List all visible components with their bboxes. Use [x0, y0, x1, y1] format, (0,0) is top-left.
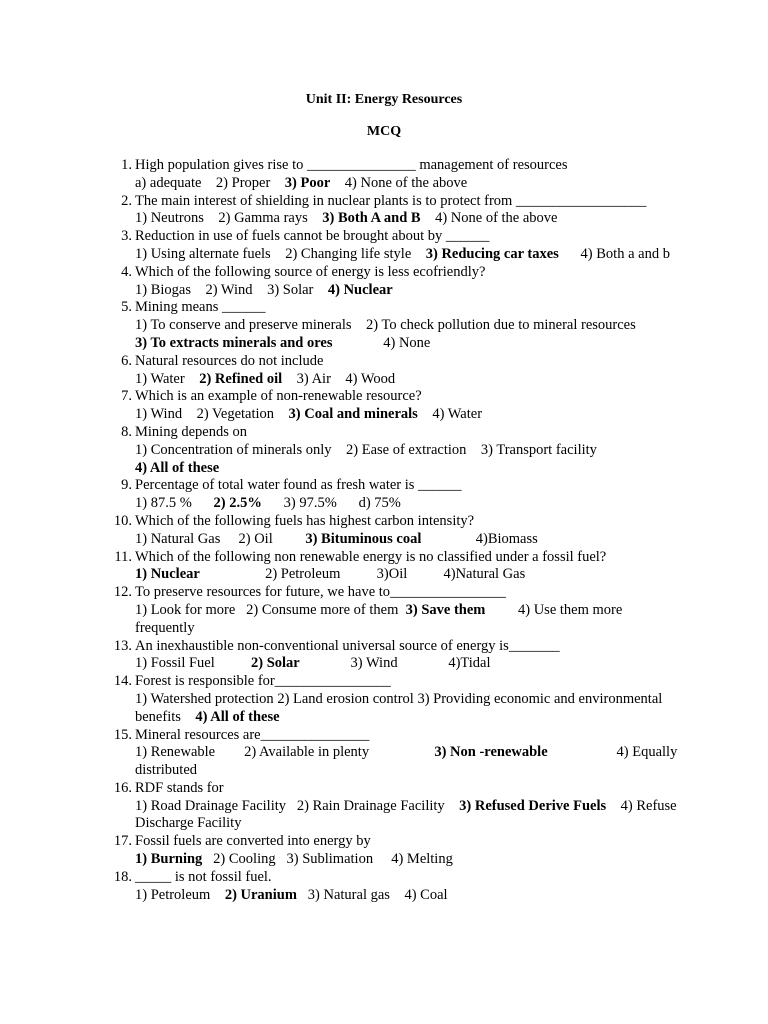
question-item: [110, 353, 685, 389]
option-row: [135, 460, 685, 478]
question-item: [110, 833, 685, 869]
option: 2) Proper: [215, 174, 271, 191]
option-row: [135, 691, 685, 727]
option-row: [135, 851, 685, 869]
option: 3)Oil: [376, 566, 408, 583]
option: 2) Oil: [238, 530, 273, 547]
question-number: 10.: [113, 512, 132, 529]
option: 1) Petroleum: [135, 886, 211, 903]
question-text: Forest is responsible for________________: [135, 673, 391, 690]
correct-option: 3) Coal and minerals: [288, 406, 418, 423]
correct-option: 3) Reducing car taxes: [425, 245, 559, 262]
option: 1) Natural Gas: [135, 530, 221, 547]
question-item: [110, 869, 685, 905]
question-text: The main interest of shielding in nuclear plants is to protect from __________________: [135, 192, 647, 209]
question-item: [110, 264, 685, 300]
option: 1) Look for more: [135, 601, 236, 618]
option: 2) Cooling: [213, 851, 276, 868]
correct-option: 2) Refined oil: [199, 370, 283, 387]
correct-option: 1) Burning: [135, 851, 203, 868]
question-item: [110, 388, 685, 424]
question-text: Mineral resources are_______________: [135, 726, 370, 743]
option-row: [135, 655, 685, 673]
correct-option: 4) Nuclear: [327, 281, 393, 298]
option: 1) Using alternate fuels: [135, 245, 271, 262]
option: 4) Equally distributed: [135, 744, 678, 779]
question-number: 11.: [114, 548, 132, 565]
option: 3) Wind: [350, 655, 398, 672]
correct-option: 2) Uranium: [224, 886, 297, 903]
option: 1) 87.5 %: [135, 495, 192, 512]
option-row: [135, 335, 685, 353]
question-text: Fossil fuels are converted into energy by: [135, 833, 371, 850]
option: 2) Ease of extraction: [346, 441, 467, 458]
option-row: [135, 566, 685, 584]
question-item: [110, 228, 685, 264]
question-number: 15.: [113, 726, 132, 743]
option: 1) Wind: [135, 406, 183, 423]
question-list: [110, 157, 685, 904]
option: 1) Biogas: [135, 281, 191, 298]
correct-option: 3) Save them: [405, 601, 486, 618]
option-row: [135, 317, 685, 335]
question-item: [110, 727, 685, 780]
option: 1) Neutrons: [135, 210, 204, 227]
option: 4) None of the above: [435, 210, 558, 227]
question-item: [110, 299, 685, 352]
question-number: 8.: [121, 423, 132, 440]
option-row: [135, 744, 685, 780]
option: 4) Melting: [391, 851, 453, 868]
question-number: 14.: [113, 673, 132, 690]
option: 1) Fossil Fuel: [135, 655, 215, 672]
question-number: 2.: [121, 192, 132, 209]
option: 1) Water: [135, 370, 185, 387]
correct-option: 3) Poor: [284, 174, 331, 191]
section-subtitle: MCQ: [366, 124, 402, 139]
question-item: [110, 673, 685, 726]
option: 4) Use them more frequently: [135, 601, 623, 636]
option: 3) Providing economic and environmental benefits: [135, 690, 663, 725]
option-row: [135, 282, 685, 300]
option: 3) Sublimation: [286, 851, 374, 868]
option: 2) Gamma rays: [218, 210, 308, 227]
option: 2) Available in plenty: [244, 744, 370, 761]
option-row: [135, 602, 685, 638]
question-text: Mining depends on: [135, 423, 247, 440]
option-row: [135, 495, 685, 513]
option: 4) Water: [432, 406, 483, 423]
question-text: Reduction in use of fuels cannot be brought about by ______: [135, 228, 490, 245]
question-item: [110, 584, 685, 637]
question-text: RDF stands for: [135, 779, 224, 796]
option: 1) Concentration of minerals only: [135, 441, 332, 458]
question-text: Which is an example of non-renewable resource?: [135, 388, 422, 405]
question-item: [110, 157, 685, 193]
question-item: [110, 513, 685, 549]
option: 2) Vegetation: [196, 406, 275, 423]
option: 1) Watershed protection: [135, 690, 274, 707]
option-row: [135, 887, 685, 905]
option: 3) Natural gas: [307, 886, 390, 903]
option: 4)Biomass: [475, 530, 538, 547]
question-text: Percentage of total water found as fresh water is ______: [135, 477, 462, 494]
option-row: [135, 798, 685, 834]
question-text: Which of the following fuels has highest carbon intensity?: [135, 512, 475, 529]
question-item: [110, 193, 685, 229]
question-number: 16.: [113, 779, 132, 796]
question-number: 18.: [113, 868, 132, 885]
option: 2) Consume more of them: [246, 601, 399, 618]
question-number: 3.: [121, 228, 132, 245]
option-row: [135, 246, 685, 264]
option-row: [135, 210, 685, 228]
correct-option: 3) Non -renewable: [434, 744, 548, 761]
option: 3) 97.5%: [283, 495, 337, 512]
question-text: Mining means ______: [135, 299, 266, 316]
question-item: [110, 780, 685, 833]
option-row: [135, 531, 685, 549]
question-number: 9.: [121, 477, 132, 494]
question-item: [110, 424, 685, 477]
correct-option: 3) Refused Derive Fuels: [459, 797, 607, 814]
question-number: 7.: [121, 388, 132, 405]
option-row: [135, 442, 685, 460]
option: 1) Renewable: [135, 744, 216, 761]
correct-option: 2) 2.5%: [213, 495, 262, 512]
correct-option: 4) All of these: [135, 459, 220, 476]
correct-option: 3) To extracts minerals and ores: [135, 334, 333, 351]
option: 3) Air: [296, 370, 331, 387]
option: 2) Rain Drainage Facility: [296, 797, 445, 814]
question-item: [110, 549, 685, 585]
option: 1) To conserve and preserve minerals: [135, 317, 352, 334]
question-text: Natural resources do not include: [135, 352, 324, 369]
option: 2) To check pollution due to mineral resources: [366, 317, 636, 334]
option: 1) Road Drainage Facility: [135, 797, 286, 814]
question-text: High population gives rise to _______________ management of resources: [135, 157, 568, 173]
option: 4) Both a and b: [580, 245, 670, 262]
option: 4)Tidal: [448, 655, 491, 672]
question-number: 1.: [121, 157, 132, 173]
question-text: Which of the following source of energy is less ecofriendly?: [135, 263, 486, 280]
correct-option: 3) Both A and B: [322, 210, 421, 227]
option: 4) Coal: [404, 886, 448, 903]
question-item: [110, 638, 685, 674]
option: 4) None: [383, 334, 431, 351]
option: 4) None of the above: [344, 174, 468, 191]
option: 2) Land erosion control: [277, 690, 414, 707]
question-number: 5.: [121, 299, 132, 316]
question-number: 4.: [121, 263, 132, 280]
question-text: Which of the following non renewable energy is no classified under a fossil fuel?: [135, 548, 607, 565]
question-item: [110, 477, 685, 513]
question-number: 13.: [113, 637, 132, 654]
option-row: [135, 371, 685, 389]
correct-option: 3) Bituminous coal: [305, 530, 422, 547]
option: 4) Refuse Discharge Facility: [135, 797, 677, 832]
option: 2) Changing life style: [285, 245, 412, 262]
option: 4)Natural Gas: [443, 566, 526, 583]
option: 3) Transport facility: [480, 441, 597, 458]
question-text: To preserve resources for future, we have to________________: [135, 584, 507, 601]
correct-option: 4) All of these: [195, 708, 280, 725]
option-row: [135, 406, 685, 424]
correct-option: 2) Solar: [251, 655, 300, 672]
option: d) 75%: [358, 495, 401, 512]
question-number: 6.: [121, 352, 132, 369]
question-number: 17.: [113, 833, 132, 850]
option-row: [135, 175, 685, 193]
question-text: _____ is not fossil fuel.: [135, 868, 272, 885]
option: 2) Wind: [205, 281, 253, 298]
page-title: Unit II: Energy Resources: [305, 92, 463, 107]
option: 3) Solar: [267, 281, 314, 298]
question-number: 12.: [113, 584, 132, 601]
question-text: An inexhaustible non-conventional universal source of energy is_______: [135, 637, 560, 654]
correct-option: 1) Nuclear: [135, 566, 200, 583]
option: 4) Wood: [345, 370, 396, 387]
option: 2) Petroleum: [265, 566, 341, 583]
option: a) adequate: [135, 174, 202, 191]
